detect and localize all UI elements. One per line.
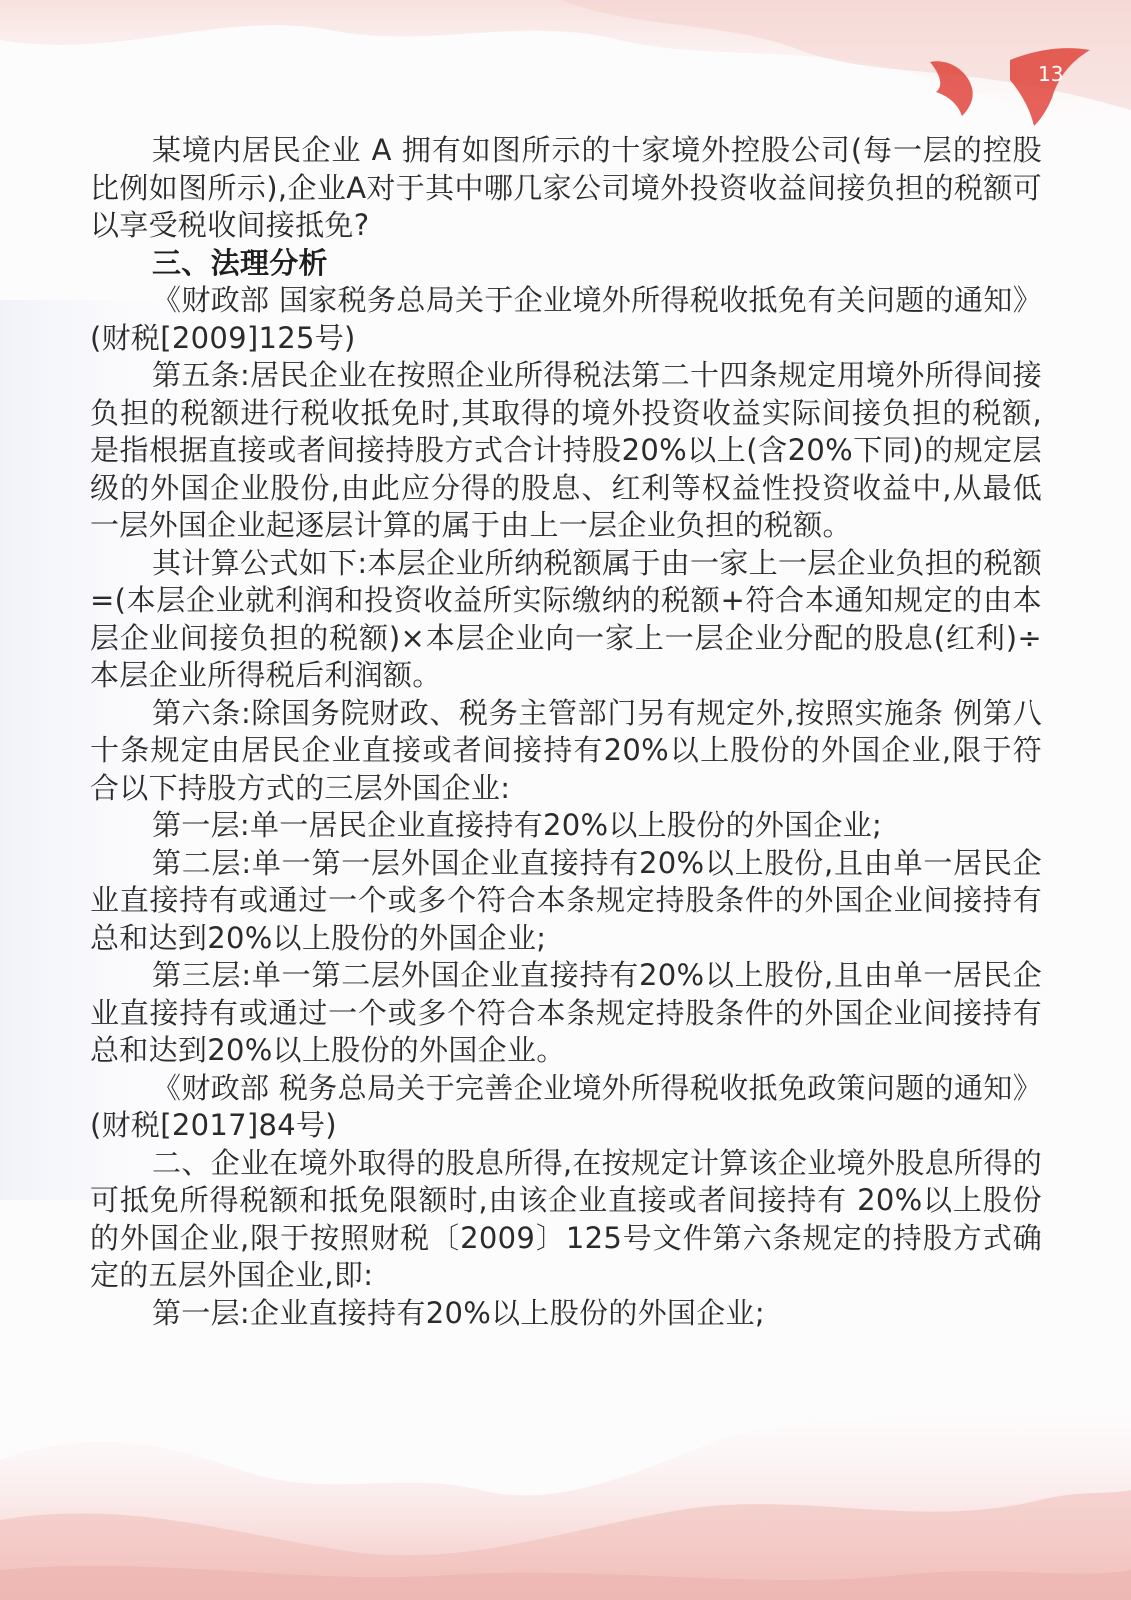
paragraph-five-layer-1: 第一层:企业直接持有20%以上股份的外国企业; (152, 1295, 765, 1330)
paragraph-layer-2: 第二层:单一第一层外国企业直接持有20%以上股份,且由单一居民企业直接持有或通过一个或多个符合本条规定持股条件的外国企业间接持有总和达到20%以上股份的外国企业; (90, 845, 1042, 955)
paragraph-layer-1: 第一层:单一居民企业直接持有20%以上股份的外国企业; (152, 808, 883, 842)
paragraph-notice-2009: 《财政部 国家税务总局关于企业境外所得税收抵免有关问题的通知》(财税[2009]125号) (90, 283, 1042, 355)
paragraph-item-2: 二、企业在境外取得的股息所得,在按规定计算该企业境外股息所得的可抵免所得税额和抵免限额时,由该企业直接或者间接持有 20%以上股份的外国企业,限于按照财税〔2009〕125号文件第六条规定的持股方式确定的五层外国企业,即: (90, 1145, 1042, 1292)
section-heading: 三、法理分析 (152, 245, 328, 280)
paragraph-article-6: 第六条:除国务院财政、税务主管部门另有规定外,按照实施条 例第八十条规定由居民企业直接或者间接持有20%以上股份的外国企业,限于符合以下持股方式的三层外国企业: (90, 695, 1042, 805)
paragraph-formula: 其计算公式如下:本层企业所纳税额属于由一家上一层企业负担的税额=(本层企业就利润和投资收益所实际缴纳的税额+符合本通知规定的由本层企业间接负担的税额)×本层企业向一家上一层企业分配的股息(红利)÷本层企业所得税后利润额。 (90, 545, 1042, 692)
paragraph-question: 某境内居民企业 A 拥有如图所示的十家境外控股公司(每一层的控股比例如图所示),企业A对于其中哪几家公司境外投资收益间接负担的税额可以享受税收间接抵免? (90, 133, 1042, 242)
paragraph-article-5: 第五条:居民企业在按照企业所得税法第二十四条规定用境外所得间接负担的税额进行税收抵免时,其取得的境外投资收益实际间接负担的税额,是指根据直接或者间接持股方式合计持股20%以上(含20%下同)的规定层级的外国企业股份,由此应分得的股息、红利等权益性投资收益中,从最低一层外国企业起逐层计算的属于由上一层企业负担的税额。 (90, 358, 1042, 542)
paragraph-layer-3: 第三层:单一第二层外国企业直接持有20%以上股份,且由单一居民企业直接持有或通过一个或多个符合本条规定持股条件的外国企业间接持有总和达到20%以上股份的外国企业。 (90, 958, 1042, 1067)
page-number: 13 (1038, 62, 1064, 86)
paragraph-notice-2017: 《财政部 税务总局关于完善企业境外所得税收抵免政策问题的通知》(财税[2017]84号) (90, 1070, 1042, 1142)
document-body (90, 132, 1042, 1332)
